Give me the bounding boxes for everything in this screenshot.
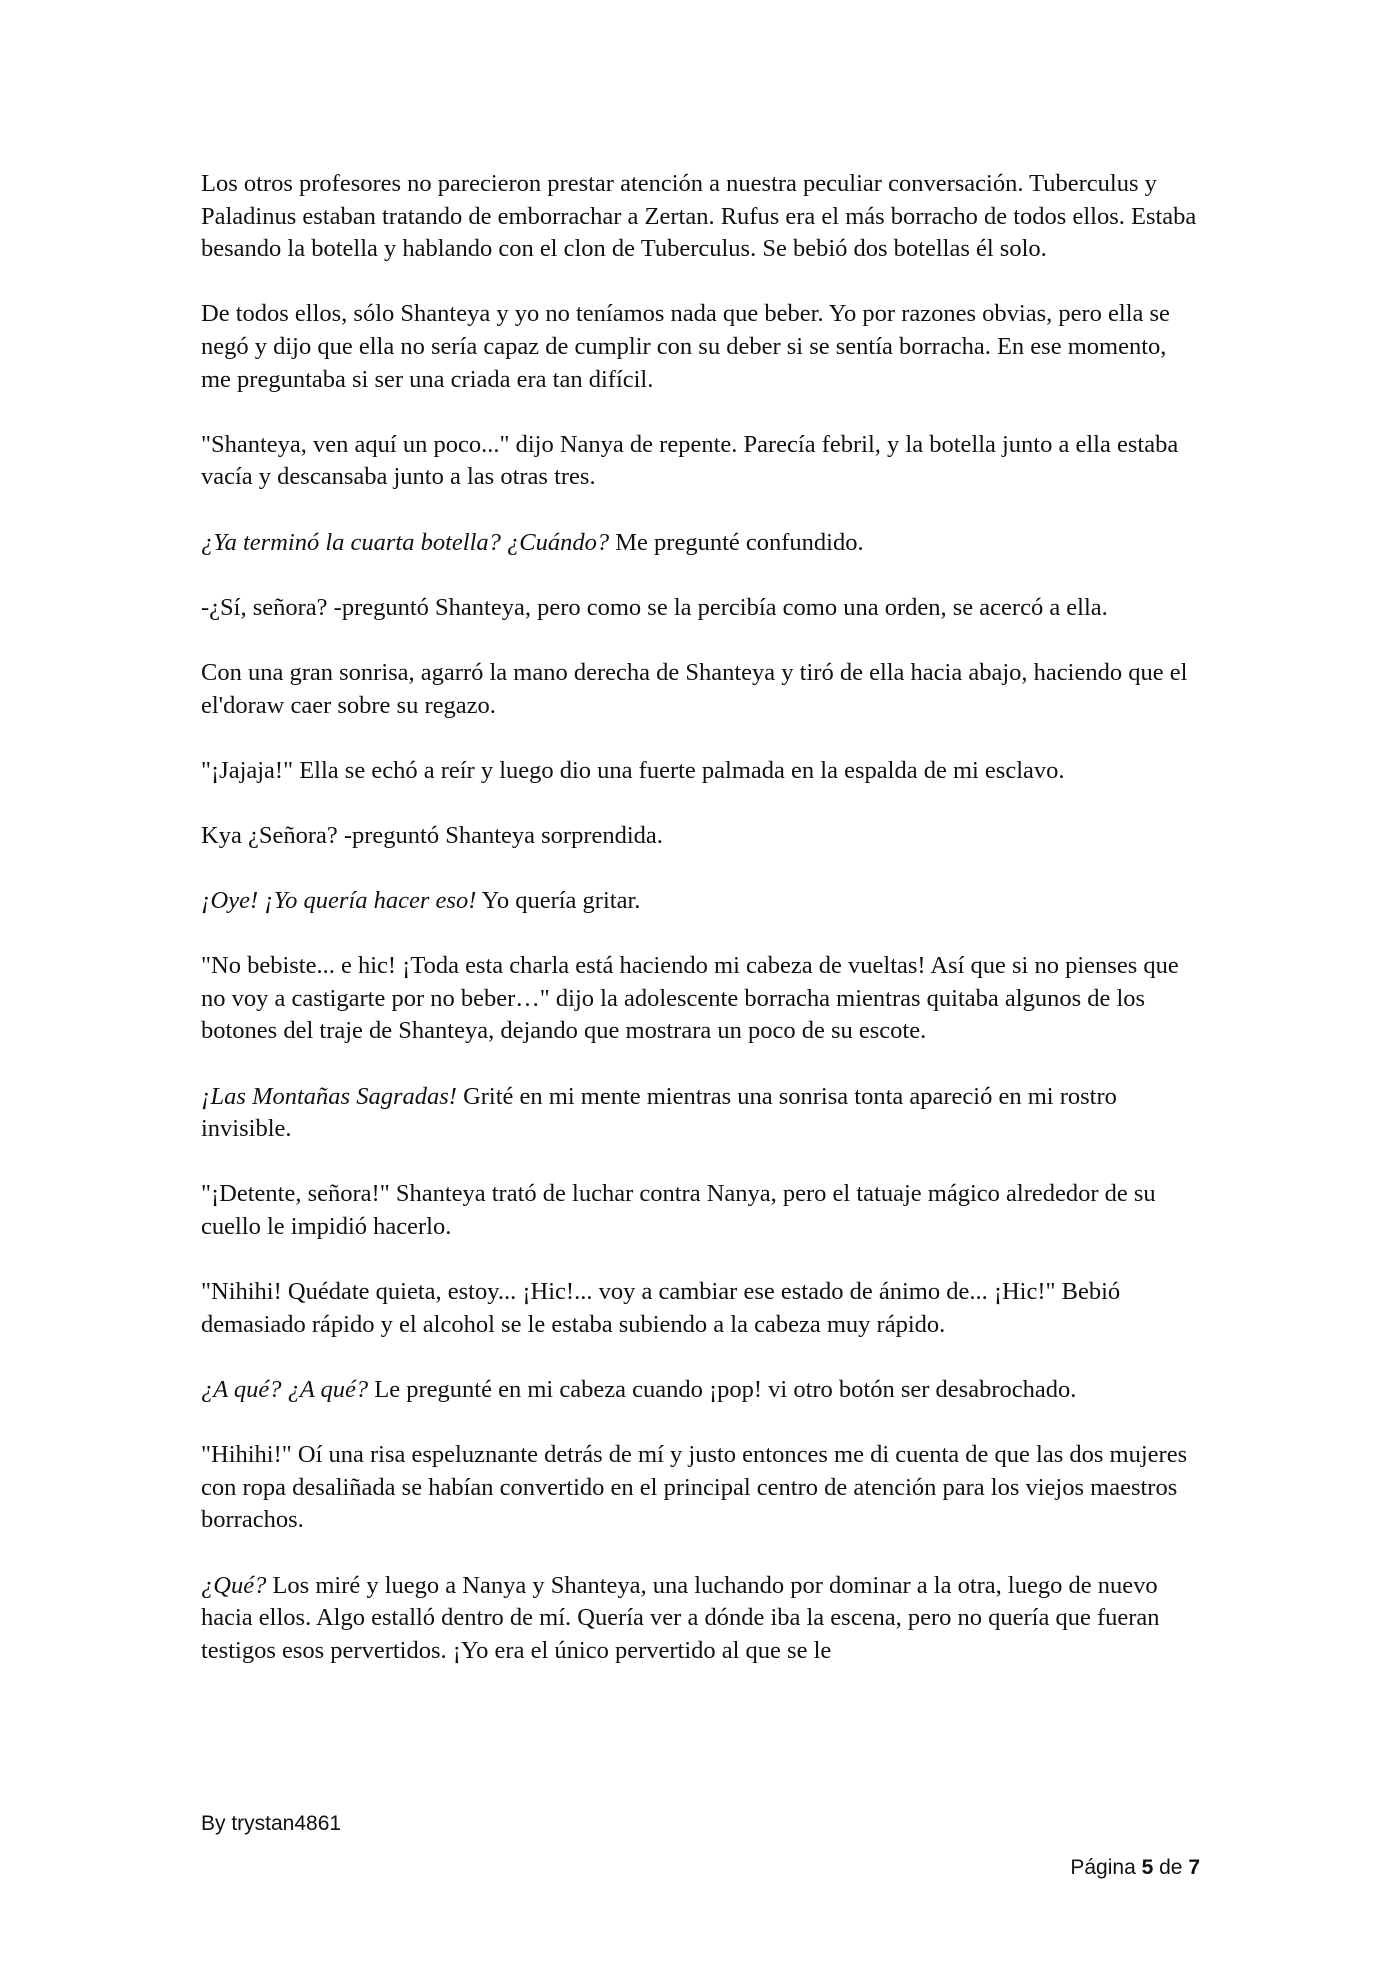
paragraph: [201, 950, 1201, 1048]
paragraph: [201, 755, 1201, 788]
paragraph: [201, 592, 1201, 625]
italic-text: ¿Qué?: [201, 1571, 267, 1599]
text-segment: "Hihihi!" Oí una risa espeluznante detrás de mí y justo entonces me di cuenta de que las dos mujeres con ropa desaliñada se habían convertido en el principal centro de atención para los viejos maestros borrachos.: [201, 1441, 1188, 1534]
paragraph: [201, 1374, 1201, 1407]
paragraph: [201, 1178, 1201, 1243]
text-segment: "Shanteya, ven aquí un poco..." dijo Nanya de repente. Parecía febril, y la botella junto a ella estaba vacía y descansaba junto a las otras tres.: [201, 430, 1179, 491]
italic-text: ¿A qué? ¿A qué?: [201, 1375, 369, 1403]
paragraph: [201, 1570, 1201, 1668]
page-prefix: Página: [1070, 1856, 1142, 1879]
page-total: 7: [1188, 1856, 1200, 1879]
text-segment: "No bebiste... e hic! ¡Toda esta charla está haciendo mi cabeza de vueltas! Así que si no pienses que no voy a castigarte por no beber…" dijo la adolescente borracha mientras quitaba algunos de los botones del traje de Shanteya, dejando que mostrara un poco de su escote.: [201, 952, 1179, 1045]
paragraph: [201, 1439, 1201, 1537]
text-segment: Le pregunté en mi cabeza cuando ¡pop! vi otro botón ser desabrochado.: [368, 1375, 1077, 1403]
paragraph: [201, 298, 1201, 396]
paragraph: [201, 429, 1201, 494]
paragraph: [201, 1276, 1201, 1341]
italic-text: ¡Oye! ¡Yo quería hacer eso!: [201, 887, 477, 915]
text-segment: De todos ellos, sólo Shanteya y yo no teníamos nada que beber. Yo por razones obvias, pero ella se negó y dijo que ella no sería capaz de cumplir con su deber si se sentía borracha. En ese momento, me preguntaba si ser una criada era tan difícil.: [201, 300, 1170, 393]
text-segment: "¡Detente, señora!" Shanteya trató de luchar contra Nanya, pero el tatuaje mágico alrededor de su cuello le impidió hacerlo.: [201, 1180, 1156, 1240]
page-middle: de: [1153, 1856, 1189, 1879]
text-segment: -¿Sí, señora? -preguntó Shanteya, pero como se la percibía como una orden, se acercó a ella.: [201, 593, 1108, 621]
italic-text: ¡Las Montañas Sagradas!: [201, 1082, 457, 1110]
paragraph: [201, 1081, 1201, 1146]
page-number: [1070, 1854, 1200, 1882]
text-segment: "Nihihi! Quédate quieta, estoy... ¡Hic!... voy a cambiar ese estado de ánimo de... ¡Hic!" Bebió demasiado rápido y el alcohol se le estaba subiendo a la cabeza muy rápido.: [201, 1278, 1121, 1338]
text-segment: "¡Jajaja!" Ella se echó a reír y luego dio una fuerte palmada en la espalda de mi esclavo.: [201, 756, 1065, 784]
text-segment: Me pregunté confundido.: [609, 528, 864, 556]
body-text: [201, 168, 1201, 1667]
paragraph: [201, 527, 1201, 560]
paragraph: [201, 657, 1201, 722]
paragraph: [201, 885, 1201, 918]
footer-author: By trystan4861: [201, 1812, 342, 1835]
text-segment: Los otros profesores no parecieron prestar atención a nuestra peculiar conversación. Tuberculus y Paladinus estaban tratando de emborrachar a Zertan. Rufus era el más borracho de todos ellos. Estaba besando la botella y hablando con el clon de Tuberculus. Se bebió dos botellas él solo.: [201, 170, 1197, 263]
text-segment: Los miré y luego a Nanya y Shanteya, una luchando por dominar a la otra, luego de nuevo hacia ellos. Algo estalló dentro de mí. Quería ver a dónde iba la escena, pero no quería que fueran testigos esos pervertidos. ¡Yo era el único pervertido al que se le: [201, 1571, 1160, 1664]
page-current: 5: [1141, 1856, 1154, 1879]
paragraph: [201, 168, 1201, 266]
paragraph: [201, 820, 1201, 853]
text-segment: Kya ¿Señora? -preguntó Shanteya sorprendida.: [201, 821, 663, 849]
text-segment: Yo quería gritar.: [476, 887, 641, 915]
text-segment: Grité en mi mente mientras una sonrisa tonta apareció en mi rostro invisible.: [201, 1082, 1117, 1143]
text-segment: Con una gran sonrisa, agarró la mano derecha de Shanteya y tiró de ella hacia abajo, haciendo que el el'doraw caer sobre su regazo.: [201, 658, 1188, 719]
italic-text: ¿Ya terminó la cuarta botella? ¿Cuándo?: [201, 528, 610, 556]
